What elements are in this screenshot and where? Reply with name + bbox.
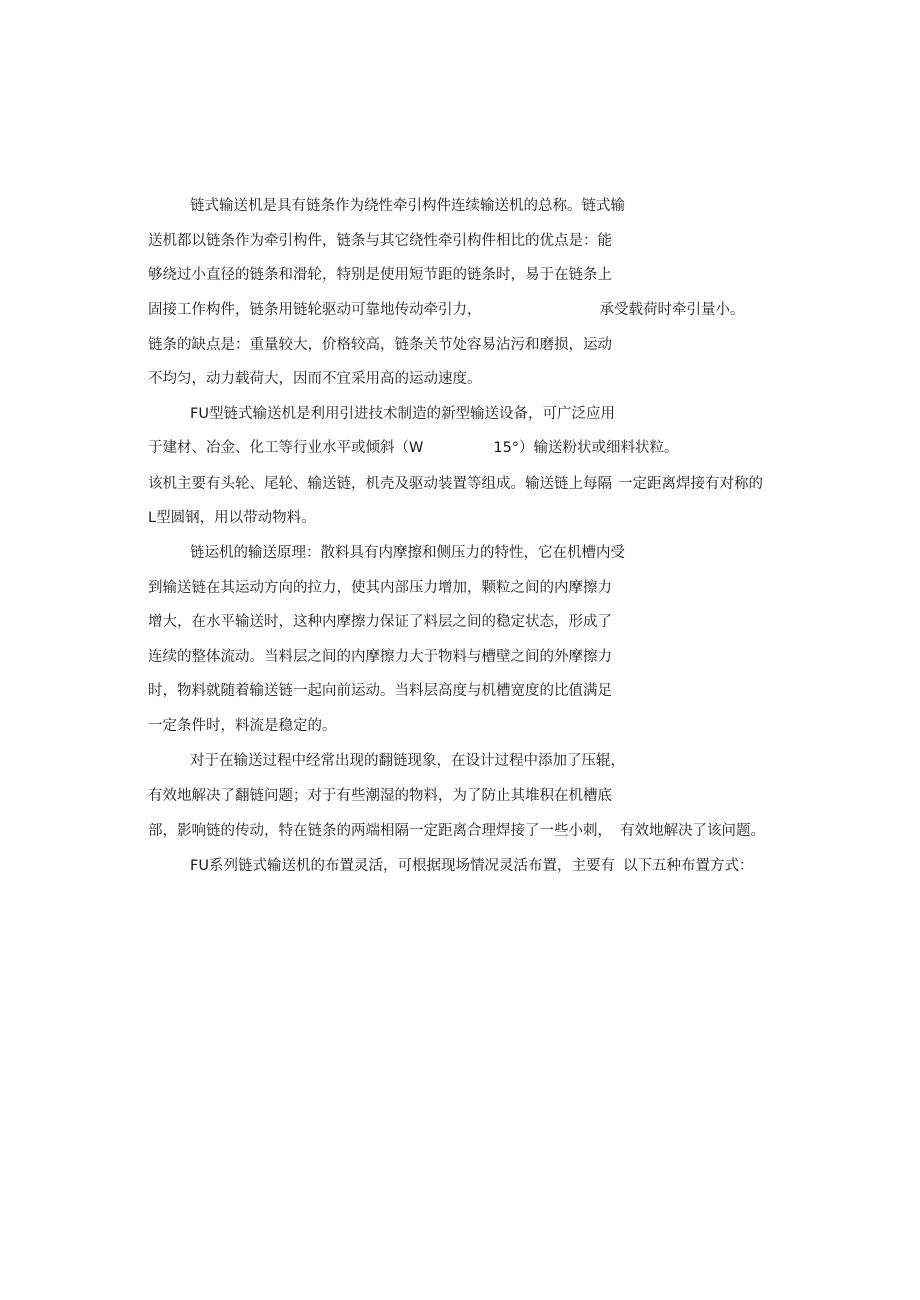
p1-line-2: 送机都以链条作为牵引构件，链条与其它绕性牵引构件相比的优点是：能	[148, 233, 612, 249]
p1-line-4-part-b: 承受载荷时牵引量小。	[599, 302, 745, 318]
p4-line-3-part-a: 部，影响链的传动，特在链条的两端相隔一定距离合理焊接了一些小刺，	[148, 823, 612, 839]
p3-line-6: 一定条件时，料流是稳定的。	[148, 718, 337, 734]
p5-line-1-part-b: 以下五种布置方式：	[622, 858, 754, 874]
p3-line-5: 时，物料就随着输送链一起向前运动。当料层高度与机槽宽度的比值满足	[148, 683, 612, 699]
p3-line-4: 连续的整体流动。当料层之间的内摩擦力大于物料与槽壁之间的外摩擦力	[148, 649, 612, 665]
p4-line-2: 有效地解决了翻链问题；对于有些潮湿的物料，为了防止其堆积在机槽底	[148, 788, 612, 804]
p2-line-2-part-b: 15°）输送粉状或细料状粒。	[493, 440, 679, 456]
p4-line-1: 对于在输送过程中经常出现的翻链现象，在设计过程中添加了压辊，	[190, 753, 625, 769]
p2-line-3	[148, 474, 763, 494]
p3-line-2: 到输送链在其运动方向的拉力，使其内部压力增加，颗粒之间的内摩擦力	[148, 580, 612, 596]
p2-line-2	[148, 438, 679, 458]
p1-line-4-part-a: 固接工作构件，链条用链轮驱动可靠地传动牵引力，	[148, 302, 482, 318]
p2-line-3-part-b: 一定距离焊接有对称的	[618, 476, 763, 492]
p1-line-6: 不均匀，动力载荷大，因而不宜采用高的运动速度。	[148, 371, 482, 387]
p2-line-2-part-a: 于建材、冶金、化工等行业水平或倾斜（W	[148, 440, 424, 456]
p3-line-3: 增大，在水平输送时，这种内摩擦力保证了料层之间的稳定状态，形成了	[148, 614, 612, 630]
p1-line-4	[148, 300, 745, 320]
p4-line-3	[148, 821, 765, 841]
p3-line-1: 链运机的输送原理：散料具有内摩擦和侧压力的特性，它在机槽内受	[190, 545, 625, 561]
p2-line-3-part-a: 该机主要有头轮、尾轮、输送链，机壳及驱动装置等组成。输送链上每隔	[148, 476, 612, 492]
p1-line-5: 链条的缺点是：重量较大，价格较高，链条关节处容易沾污和磨损，运动	[148, 337, 612, 353]
p5-line-1-part-a: FU系列链式输送机的布置灵活，可根据现场情况灵活布置，主要有	[190, 858, 615, 874]
p4-line-3-part-b: 有效地解决了该问题。	[620, 823, 765, 839]
p1-line-3: 够绕过小直径的链条和滑轮，特别是使用短节距的链条时，易于在链条上	[148, 267, 612, 283]
p2-line-4: L型圆钢，用以带动物料。	[148, 510, 316, 526]
p1-line-1: 链式输送机是具有链条作为绕性牵引构件连续输送机的总称。链式输	[190, 198, 625, 214]
p2-line-1: FU型链式输送机是利用引进技术制造的新型输送设备，可广泛应用	[190, 406, 615, 422]
p5-line-1	[190, 856, 753, 876]
